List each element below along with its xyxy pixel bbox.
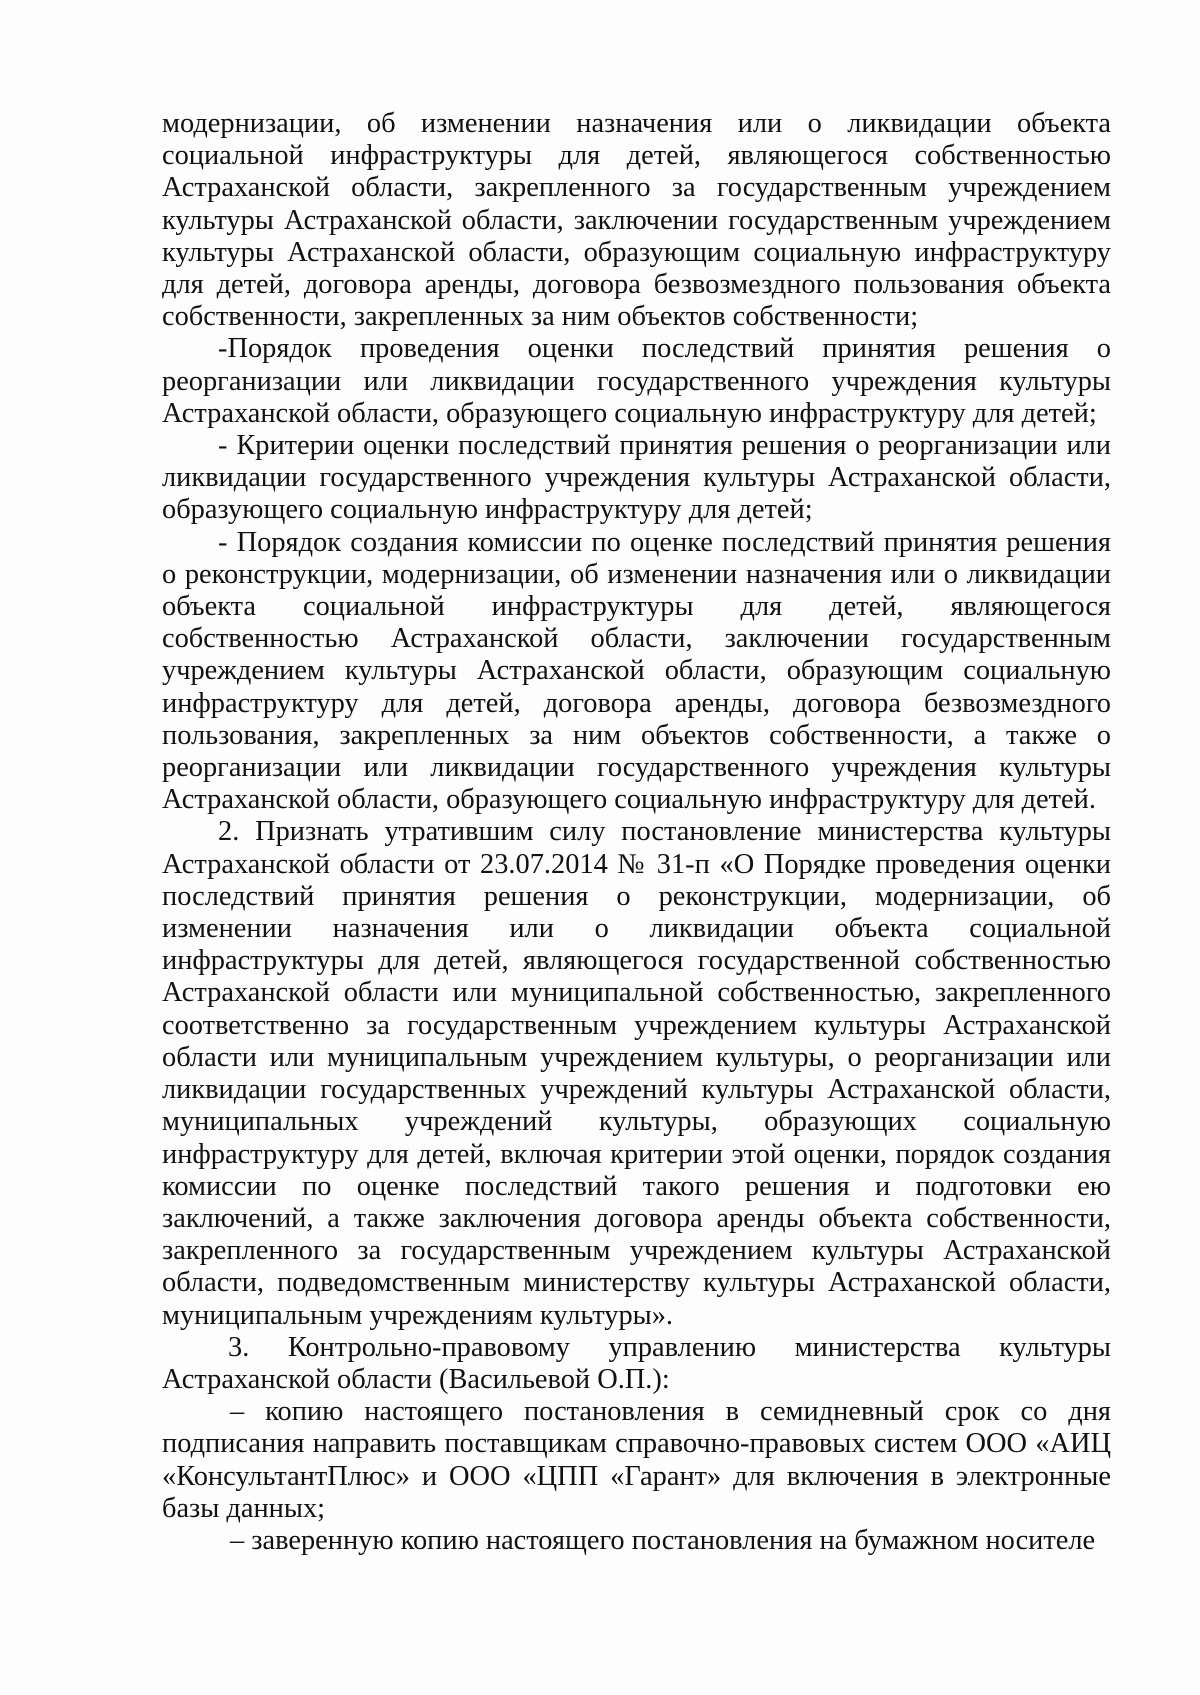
paragraph-copy-systems: – копию настоящего постановления в семидневный срок со дня подписания направить поставщикам справочно-правовых систем ООО «АИЦ «КонсультантПлюс» и ООО «ЦПП «Гарант» для включения в электронные базы данных; xyxy=(162,1396,1111,1524)
paragraph-item-3: 3. Контрольно-правовому управлению министерства культуры Астраханской области (Васильевой О.П.): xyxy=(162,1331,1111,1395)
paragraph-continuation: модернизации, об изменении назначения или о ликвидации объекта социальной инфраструктуры для детей, являющегося собственностью Астраханской области, закрепленного за государственным учреждением культуры Астраханской области, заключении государственным учреждением культуры Астраханской области, образующим социальную инфраструктуру для детей, договора аренды, договора безвозмездного пользования объекта собственности, закрепленных за ним объектов собственности; xyxy=(162,108,1111,333)
paragraph-certified-copy: – заверенную копию настоящего постановления на бумажном носителе xyxy=(230,1524,1096,1556)
paragraph-commission: - Порядок создания комиссии по оценке последствий принятия решения о реконструкции, модернизации, об изменении назначения или о ликвидации объекта социальной инфраструктуры для детей, являющегося собственностью Астраханской области, заключении государственным учреждением культуры Астраханской области, образующим социальную инфраструктуру для детей, договора аренды, договора безвозмездного пользования, закрепленных за ним объектов собственности, а также о реорганизации или ликвидации государственного учреждения культуры Астраханской области, образующего социальную инфраструктуру для детей. xyxy=(162,526,1111,816)
document-body xyxy=(162,108,1111,1557)
paragraph-criteria: - Критерии оценки последствий принятия решения о реорганизации или ликвидации государственного учреждения культуры Астраханской области, образующего социальную инфраструктуру для детей; xyxy=(162,430,1111,526)
paragraph-item-2: 2. Признать утратившим силу постановление министерства культуры Астраханской области от 23.07.2014 № 31-п «О Порядке проведения оценки последствий принятия решения о реконструкции, модернизации, об изменении назначения или о ликвидации объекта социальной инфраструктуры для детей, являющегося государственной собственностью Астраханской области или муниципальной собственностью, закрепленного соответственно за государственным учреждением культуры Астраханской области или муниципальным учреждением культуры, о реорганизации или ликвидации государственных учреждений культуры Астраханской области, муниципальных учреждений культуры, образующих социальную инфраструктуру для детей, включая критерии этой оценки, порядок создания комиссии по оценке последствий такого решения и подготовки ею заключений, а также заключения договора аренды объекта собственности, закрепленного за государственным учреждением культуры Астраханской области, подведомственным министерству культуры Астраханской области, муниципальным учреждениям культуры». xyxy=(162,816,1111,1331)
paragraph-procedure-assessment: -Порядок проведения оценки последствий принятия решения о реорганизации или ликвидации государственного учреждения культуры Астраханской области, образующего социальную инфраструктуру для детей; xyxy=(162,333,1111,429)
